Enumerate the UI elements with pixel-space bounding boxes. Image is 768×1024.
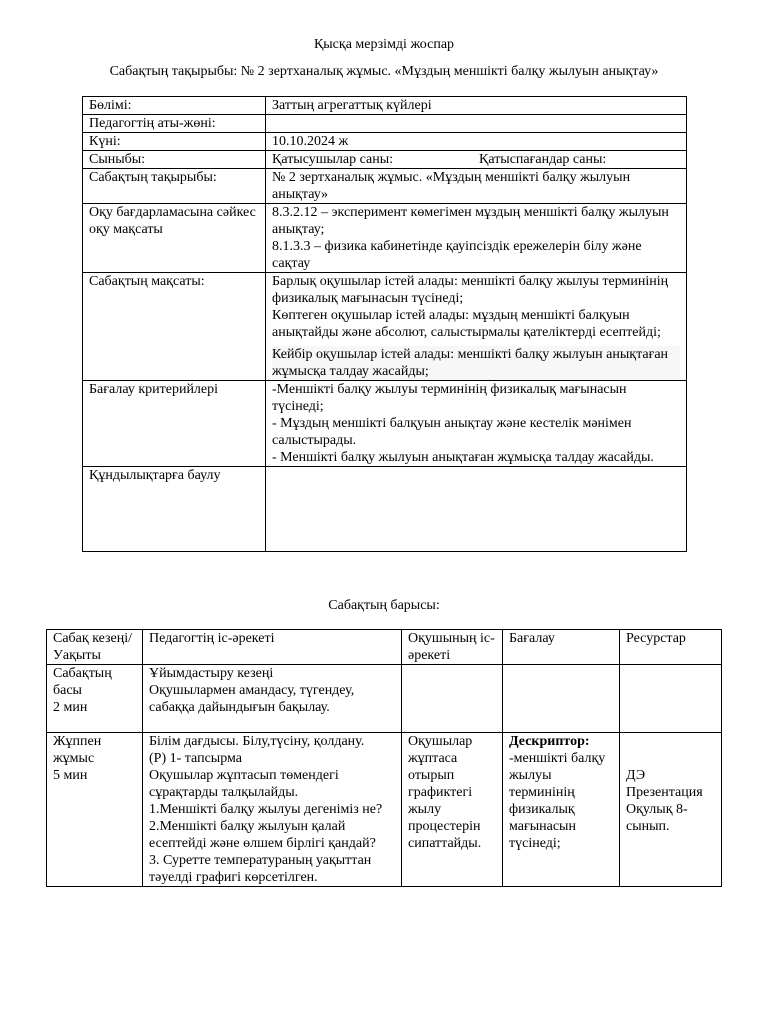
activity-line: Оқушылармен амандасу, түгендеу, сабаққа дайындығын бақылау. <box>149 683 355 715</box>
activity-line: 2.Меншікті балқу жылуын қалай есептейді және өлшем бірлігі қандай? <box>149 819 376 851</box>
attendance-cell <box>266 151 687 169</box>
resource-item: ДЭ <box>626 768 646 783</box>
teacher-row <box>83 115 687 133</box>
resources-header: Ресурстар <box>620 630 722 665</box>
objectives-label: Оқу бағдарламасына сәйкес оқу мақсаты <box>83 204 266 273</box>
date-value: 10.10.2024 ж <box>266 133 687 151</box>
stage-name: Сабақтың басы <box>53 666 112 698</box>
objective-item: 8.1.3.3 – физика кабинетінде қауіпсіздік ережелерін білу және сақтау <box>272 239 642 271</box>
resource-item: Оқулық 8-сынып. <box>626 802 688 834</box>
activity-line: Білім дағдысы. Білу,түсіну, қолдану. <box>149 734 365 749</box>
stage-time: 2 мин <box>53 700 88 715</box>
teacher-activity-cell <box>143 733 402 887</box>
student-activity-cell <box>402 665 503 733</box>
goal-item: Кейбір оқушылар істей алады: меншікті балқу жылуын анықтаған жұмысқа талдау жасайды; <box>272 346 680 380</box>
stage-cell <box>47 733 143 887</box>
criteria-item: -Меншікті балқу жылуы терминінің физикалық мағынасын түсінеді; <box>272 382 627 414</box>
values-value <box>266 467 687 552</box>
teacher-label: Педагогтің аты-жөні: <box>83 115 266 133</box>
student-activity-header: Оқушының іс-әрекеті <box>402 630 503 665</box>
table-row <box>47 733 722 887</box>
values-label: Құндылықтарға баулу <box>83 467 266 552</box>
stage-cell <box>47 665 143 733</box>
objective-item: 8.3.2.12 – эксперимент көмегімен мұздың меншікті балқу жылуын анықтау; <box>272 205 669 237</box>
absent-count-label: Қатыспағандар саны: <box>479 152 607 167</box>
goals-label: Сабақтың мақсаты: <box>83 273 266 381</box>
stage-header: Сабақ кезеңі/Уақыты <box>47 630 143 665</box>
topic-value: № 2 зертханалық жұмыс. «Мұздың меншікті балқу жылуын анықтау» <box>266 169 687 204</box>
section-value: Заттың агрегаттық күйлері <box>266 97 687 115</box>
lesson-progress-table <box>46 629 722 887</box>
stage-name: Жұппен жұмыс <box>53 734 102 766</box>
document-title: Қысқа мерзімді жоспар <box>313 37 455 52</box>
topic-row <box>83 169 687 204</box>
activity-line: 3. Суретте температураның уақыттан тәуелді графигі көрсетілген. <box>149 853 372 885</box>
teacher-value <box>266 115 687 133</box>
topic-label: Сабақтың тақырыбы: <box>83 169 266 204</box>
activity-line: 1.Меншікті балқу жылуы дегеніміз не? <box>149 802 383 817</box>
criteria-item: - Меншікті балқу жылуын анықтаған жұмысқа талдау жасайды. <box>272 450 654 465</box>
goals-cell <box>266 273 687 381</box>
assessment-cell <box>503 665 620 733</box>
table-row <box>47 665 722 733</box>
student-activity-cell: Оқушылар жұптаса отырып графиктегі жылу процестерін сипаттайды. <box>402 733 503 887</box>
resources-cell <box>620 733 722 887</box>
date-label: Күні: <box>83 133 266 151</box>
assessment-cell <box>503 733 620 887</box>
goals-row <box>83 273 687 381</box>
class-row <box>83 151 687 169</box>
values-row <box>83 467 687 552</box>
criteria-cell <box>266 381 687 467</box>
class-label: Сыныбы: <box>83 151 266 169</box>
objectives-row <box>83 204 687 273</box>
resources-cell <box>620 665 722 733</box>
activity-line: Оқушылар жұптасып төмендегі сұрақтарды талқылайды. <box>149 768 339 800</box>
goal-item: Көптеген оқушылар істей алады: мұздың меншікті балқуын анықтайды және абсолют, салыстырмалы қателіктерді есептейді; <box>272 308 661 340</box>
progress-header-row <box>47 630 722 665</box>
section-label: Бөлімі: <box>83 97 266 115</box>
stage-time: 5 мин <box>53 768 88 783</box>
goal-item: Барлық оқушылар істей алады: меншікті балқу жылуы терминінің физикалық мағынасын түсінеді; <box>272 274 669 306</box>
activity-line: Ұйымдастыру кезеңі <box>149 666 274 681</box>
lesson-info-table <box>82 96 687 552</box>
activity-line: (Р) 1- тапсырма <box>149 751 242 766</box>
teacher-activity-cell <box>143 665 402 733</box>
criteria-label: Бағалау критерийлері <box>83 381 266 467</box>
section-row <box>83 97 687 115</box>
lesson-topic-heading: Сабақтың тақырыбы: № 2 зертханалық жұмыс. «Мұздың меншікті балқу жылуын анықтау» <box>109 64 659 79</box>
teacher-activity-header: Педагогтің іс-әрекеті <box>143 630 402 665</box>
criteria-row <box>83 381 687 467</box>
criteria-item: - Мұздың меншікті балқуын анықтау және кестелік мәнімен салыстырады. <box>272 416 632 448</box>
assessment-title: Дескриптор: <box>509 734 590 749</box>
resource-item: Презентация <box>626 785 703 800</box>
assessment-header: Бағалау <box>503 630 620 665</box>
date-row <box>83 133 687 151</box>
present-count-label: Қатысушылар саны: <box>272 152 394 167</box>
lesson-progress-heading: Сабақтың барысы: <box>328 598 440 613</box>
assessment-text: -меншікті балқу жылуы терминінің физикалық мағынасын түсінеді; <box>509 751 606 851</box>
objectives-cell <box>266 204 687 273</box>
